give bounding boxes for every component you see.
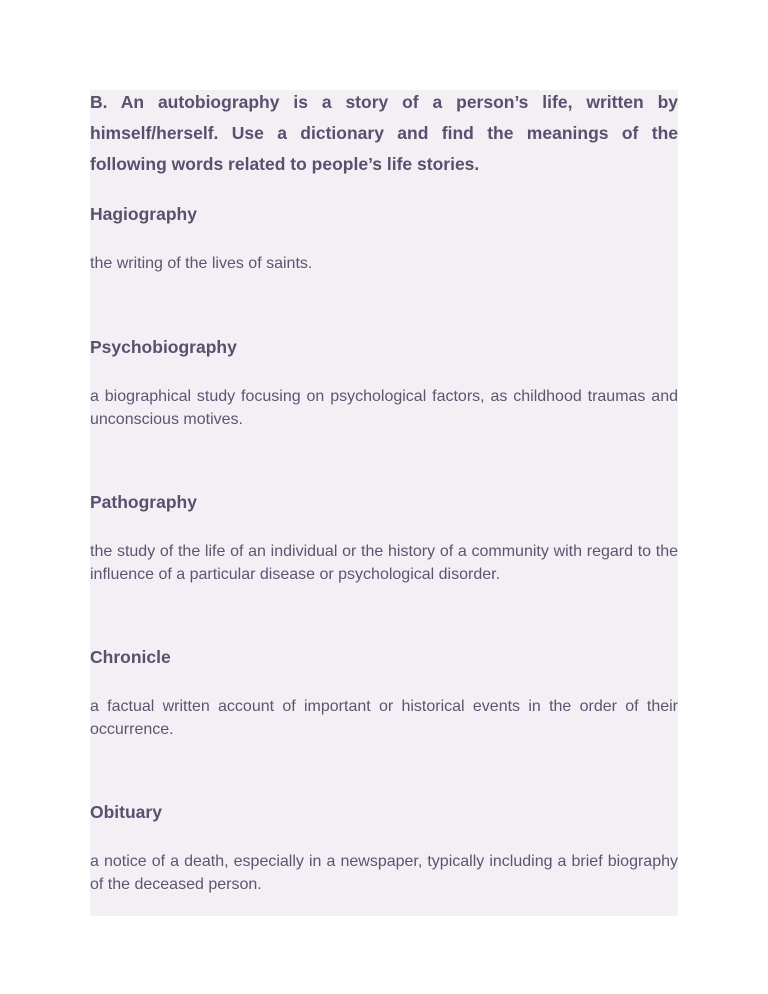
term-chronicle: Chronicle [90,647,171,667]
definition-psychobiography: a biographical study focusing on psychological factors, as childhood traumas and unconscious motives. [90,388,678,428]
definition-obituary: a notice of a death, especially in a newspaper, typically including a brief biography of the deceased person. [90,853,678,893]
instruction-text: B. An autobiography is a story of a person’s life, written by himself/herself. Use a dictionary and find the meanings of the following words related to people’s life stories. [90,92,678,174]
definition-hagiography: the writing of the lives of saints. [90,255,313,272]
term-pathography: Pathography [90,492,197,512]
term-obituary: Obituary [90,802,162,822]
definition-pathography: the study of the life of an individual or the history of a community with regard to the influence of a particular disease or psychological disorder. [90,543,678,583]
term-hagiography: Hagiography [90,204,197,224]
definition-chronicle: a factual written account of important or historical events in the order of their occurrence. [90,698,678,738]
term-psychobiography: Psychobiography [90,337,237,357]
